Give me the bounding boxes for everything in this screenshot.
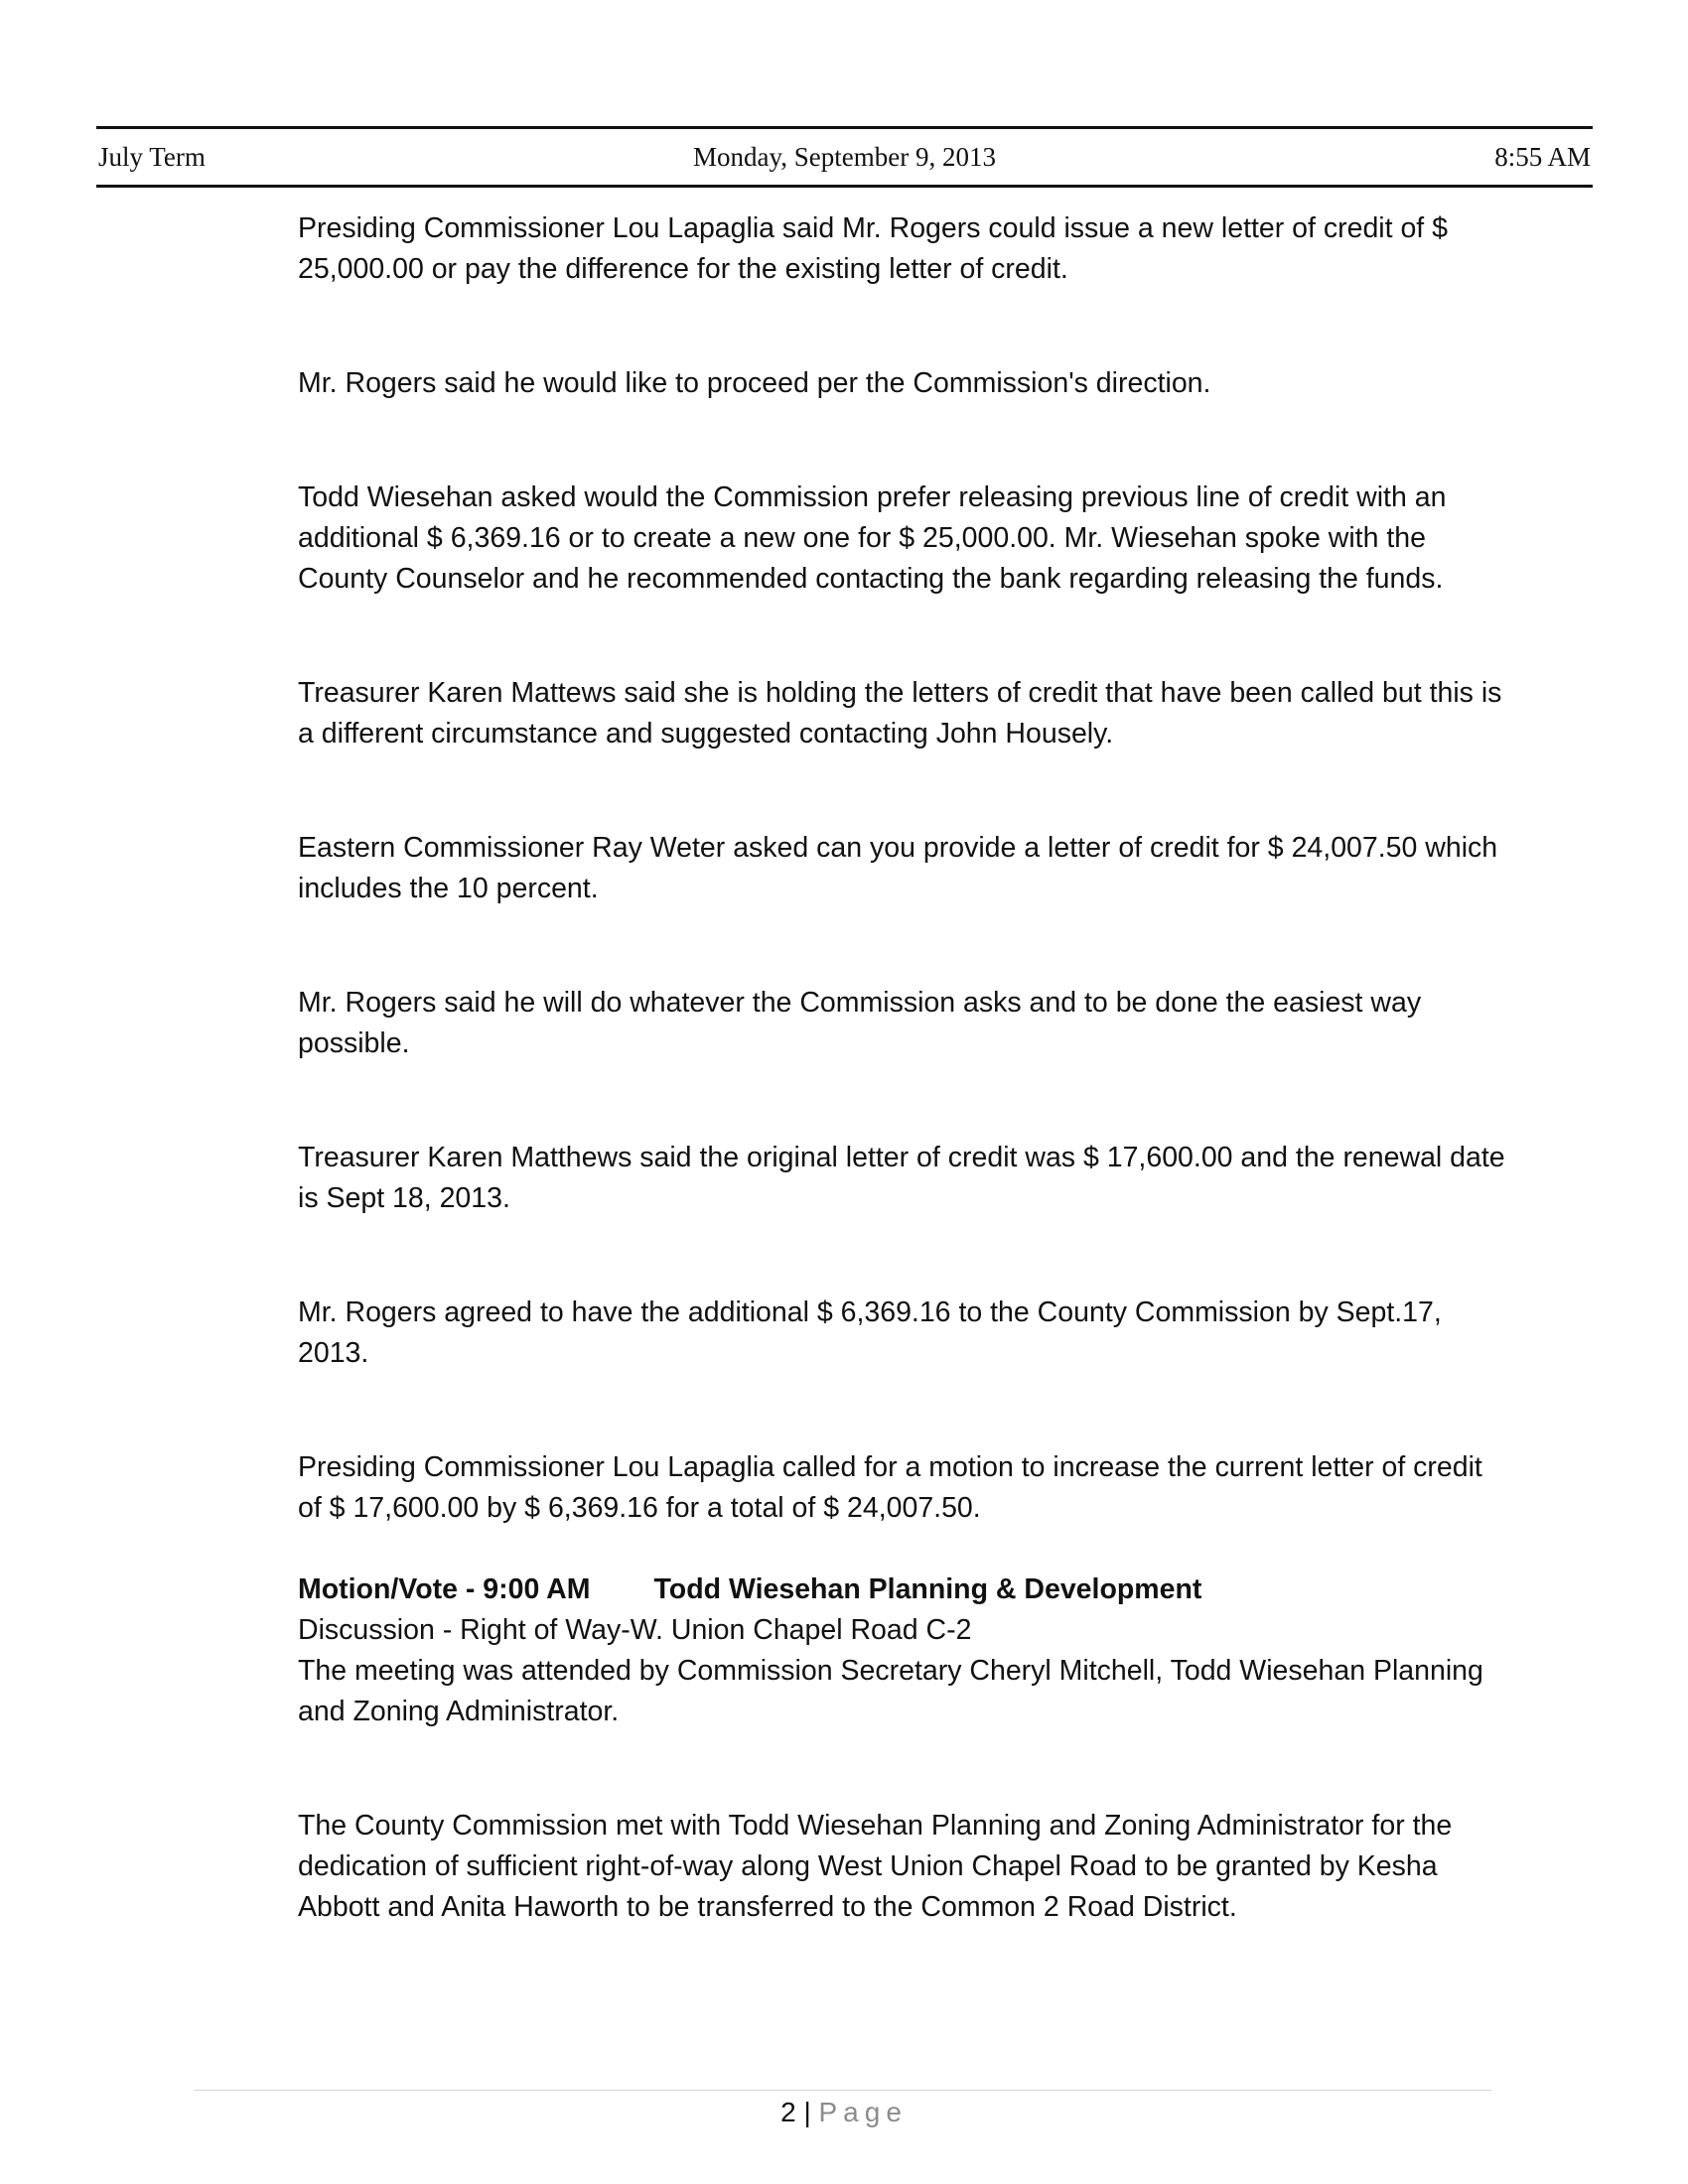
paragraph: Mr. Rogers said he would like to proceed per the Commission's direction.: [298, 367, 1211, 399]
header-time: 8:55 AM: [1494, 142, 1591, 172]
minutes-body: [298, 208, 1509, 2001]
paragraph: Presiding Commissioner Lou Lapaglia called for a motion to increase the current letter of credit of $ 17,600.00 by $ 6,369.16 for a total of $ 24,007.50.: [298, 1451, 1482, 1524]
header-term: July Term: [98, 142, 206, 172]
page-label: Page: [818, 2097, 908, 2127]
page-header: [96, 126, 1593, 188]
paragraph: Eastern Commissioner Ray Weter asked can you provide a letter of credit for $ 24,007.50 which includes the 10 percent.: [298, 832, 1498, 904]
header-date: Monday, September 9, 2013: [693, 142, 996, 172]
motion-heading: [298, 1570, 1509, 1610]
motion-discussion: Discussion - Right of Way-W. Union Chapel Road C-2: [298, 1614, 972, 1646]
footer-divider: [195, 2090, 1491, 2091]
page-footer: [0, 2093, 1688, 2132]
page-number: 2: [780, 2097, 796, 2127]
motion-section: [298, 1570, 1509, 1732]
paragraph: Treasurer Karen Mattews said she is holding the letters of credit that have been called but this is a different circumstance and suggested contacting John Housely.: [298, 677, 1502, 750]
paragraph: Mr. Rogers agreed to have the additional $ 6,369.16 to the County Commission by Sept.17, 2013.: [298, 1297, 1442, 1369]
motion-attendance: The meeting was attended by Commission Secretary Cheryl Mitchell, Todd Wiesehan Planning and Zoning Administrator.: [298, 1655, 1483, 1727]
paragraph: Treasurer Karen Matthews said the original letter of credit was $ 17,600.00 and the renewal date is Sept 18, 2013.: [298, 1142, 1505, 1214]
closing-paragraph: The County Commission met with Todd Wiesehan Planning and Zoning Administrator for the dedication of sufficient right-of-way along West Union Chapel Road to be granted by Kesha Abbott and Anita Haworth to be transferred to the Common 2 Road District.: [298, 1810, 1453, 1923]
paragraph: Mr. Rogers said he will do whatever the Commission asks and to be done the easiest way possible.: [298, 987, 1422, 1059]
paragraph: Todd Wiesehan asked would the Commission prefer releasing previous line of credit with an additional $ 6,369.16 or to create a new one for $ 25,000.00. Mr. Wiesehan spoke with the County Counselor and he recommended contacting the bank regarding releasing the funds.: [298, 481, 1447, 595]
footer-separator: |: [803, 2097, 811, 2127]
motion-time: Motion/Vote - 9:00 AM: [298, 1573, 591, 1605]
paragraph: Presiding Commissioner Lou Lapaglia said Mr. Rogers could issue a new letter of credit of $ 25,000.00 or pay the difference for the existing letter of credit.: [298, 212, 1448, 285]
motion-subject: Todd Wiesehan Planning & Development: [653, 1573, 1202, 1605]
